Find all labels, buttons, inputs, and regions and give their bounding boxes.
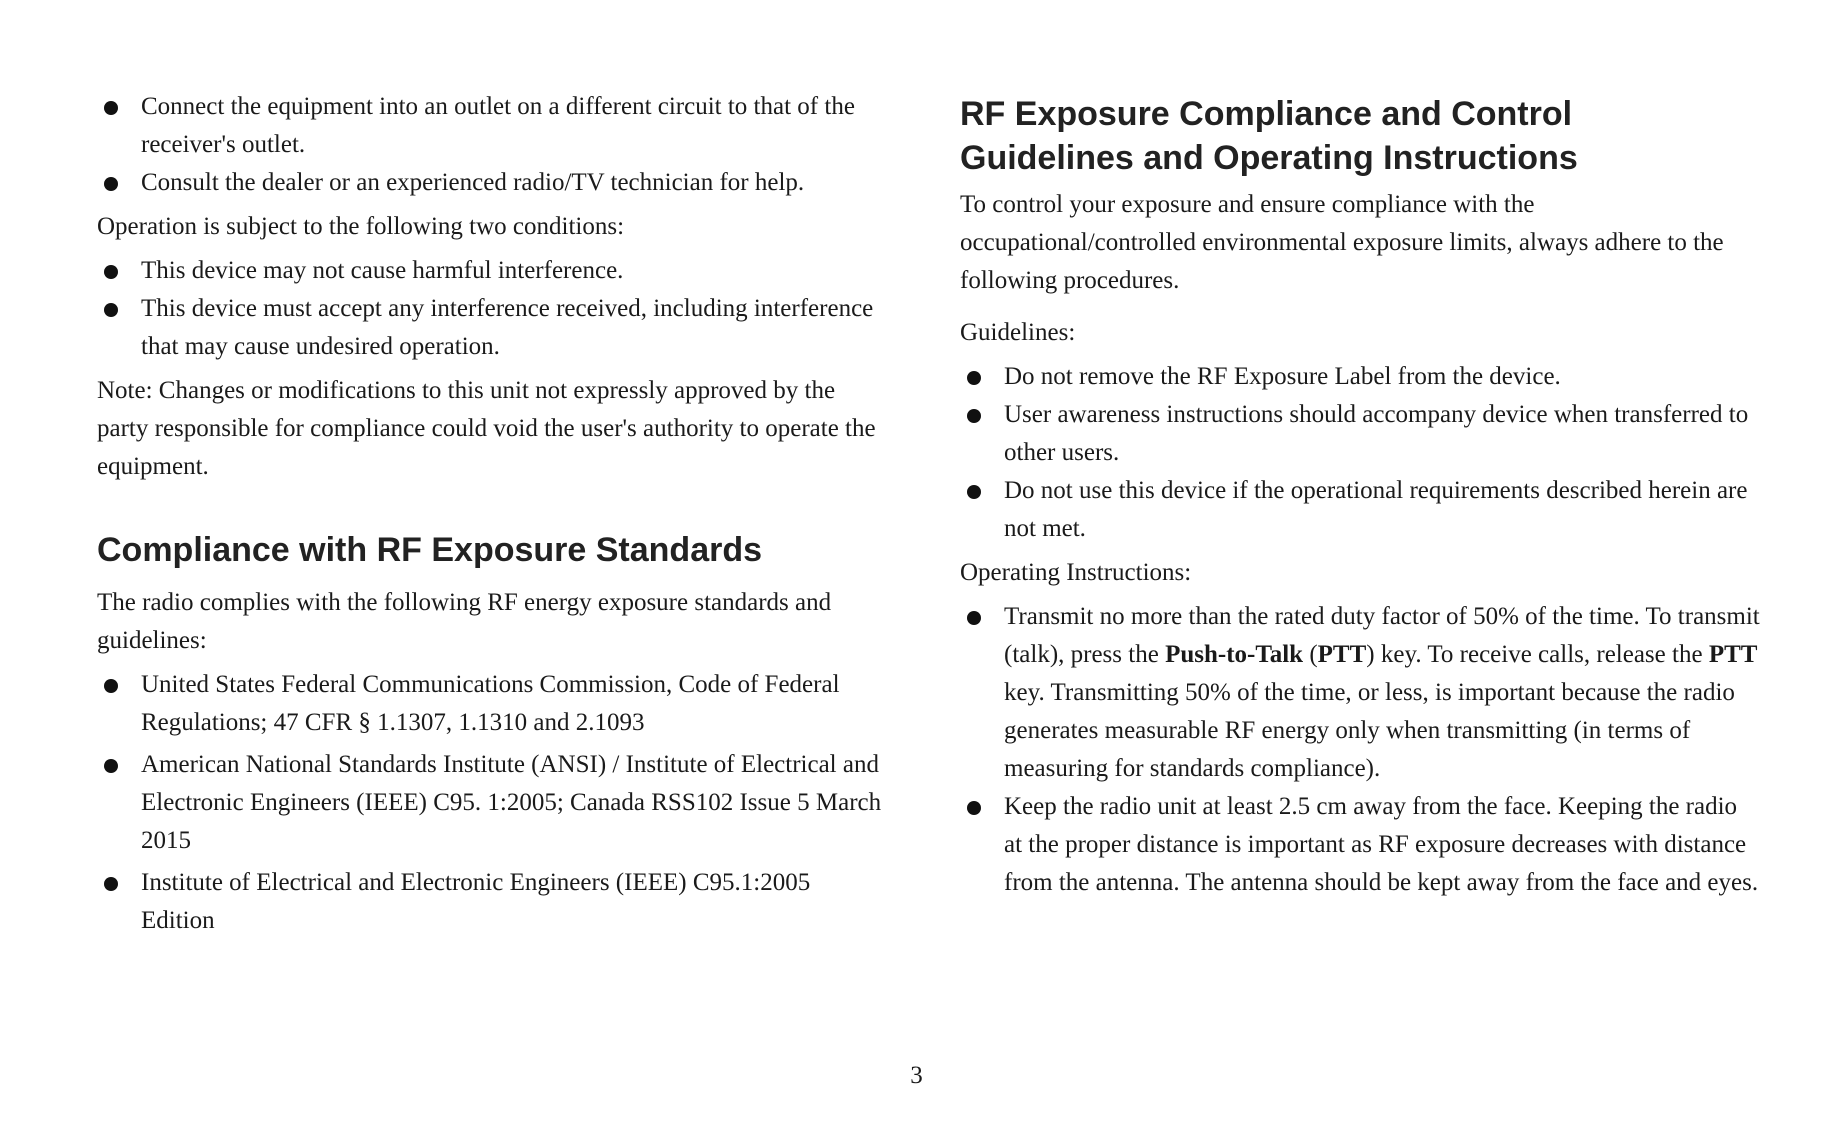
bullet-icon (967, 485, 981, 499)
compliance-heading: Compliance with RF Exposure Standards (97, 531, 763, 569)
list-item (960, 788, 1760, 902)
operating-instructions-label: Operating Instructions: (960, 559, 1192, 586)
list-item (960, 472, 1760, 548)
list-item-text: User awareness instructions should accompany device when transferred to other users. (1004, 401, 1749, 466)
interference-remedies-list (97, 88, 887, 202)
guidelines-label: Guidelines: (960, 319, 1076, 346)
list-item-text: Transmit no more than the rated duty factor of 50% of the time. To transmit (talk), press the Push-to-Talk (PTT) key. To receive calls, release the PTT key. Transmitting 50% of the time, or less, is important because the radio generates measurable RF energy only when transmitting (in terms of measuring for standards compliance). (1004, 603, 1760, 782)
bullet-icon (104, 265, 118, 279)
list-item (97, 252, 887, 290)
bullet-icon (104, 877, 118, 891)
list-item (960, 598, 1760, 788)
ptt-term: PTT (1708, 641, 1758, 668)
list-item (97, 290, 887, 366)
bullet-icon (104, 303, 118, 317)
list-item (97, 746, 887, 860)
bullet-icon (967, 409, 981, 423)
list-item (960, 396, 1760, 472)
guidelines-list (960, 358, 1760, 548)
bullet-icon (104, 177, 118, 191)
operating-instructions-list (960, 598, 1760, 902)
list-item (97, 666, 887, 742)
list-item (97, 164, 887, 202)
ptt-term: PTT (1317, 641, 1367, 668)
rf-exposure-intro: To control your exposure and ensure compliance with the occupational/controlled environmental exposure limits, always adhere to the following procedures. (960, 191, 1724, 294)
list-item-text: United States Federal Communications Commission, Code of Federal Regulations; 47 CFR § 1.1307, 1.1310 and 2.1093 (141, 671, 840, 736)
list-item-text: Do not remove the RF Exposure Label from the device. (1004, 363, 1561, 390)
list-item (960, 358, 1760, 396)
note-paragraph: Note: Changes or modifications to this unit not expressly approved by the party responsible for compliance could void the user's authority to operate the equipment. (97, 377, 876, 480)
list-item-text: Keep the radio unit at least 2.5 cm away from the face. Keeping the radio at the proper distance is important as RF exposure decreases with distance from the antenna. The antenna should be kept away from the face and eyes. (1004, 793, 1759, 896)
standards-list (97, 666, 887, 940)
list-item-text: Institute of Electrical and Electronic Engineers (IEEE) C95.1:2005 Edition (141, 869, 811, 934)
page-number: 3 (910, 1062, 923, 1089)
list-item-text: Consult the dealer or an experienced radio/TV technician for help. (141, 169, 805, 196)
bullet-icon (104, 759, 118, 773)
rf-exposure-heading: RF Exposure Compliance and Control Guidelines and Operating Instructions (960, 95, 1578, 177)
bullet-icon (104, 679, 118, 693)
bullet-icon (967, 801, 981, 815)
bullet-icon (967, 371, 981, 385)
push-to-talk-term: Push-to-Talk (1165, 641, 1304, 668)
bullet-icon (104, 101, 118, 115)
compliance-intro: The radio complies with the following RF energy exposure standards and guidelines: (97, 589, 832, 654)
bullet-icon (967, 611, 981, 625)
operation-intro: Operation is subject to the following two conditions: (97, 213, 625, 240)
list-item (97, 864, 887, 940)
conditions-list (97, 252, 887, 366)
list-item-text: This device must accept any interference received, including interference that may cause undesired operation. (141, 295, 874, 360)
left-column (97, 82, 887, 940)
right-column (960, 82, 1760, 902)
list-item-text: Do not use this device if the operational requirements described herein are not met. (1004, 477, 1748, 542)
list-item-text: Connect the equipment into an outlet on a different circuit to that of the receiver's outlet. (141, 93, 855, 158)
list-item-text: This device may not cause harmful interference. (141, 257, 624, 284)
list-item-text: American National Standards Institute (ANSI) / Institute of Electrical and Electronic Engineers (IEEE) C95. 1:2005; Canada RSS102 Issue 5 March 2015 (141, 751, 882, 854)
list-item (97, 88, 887, 164)
